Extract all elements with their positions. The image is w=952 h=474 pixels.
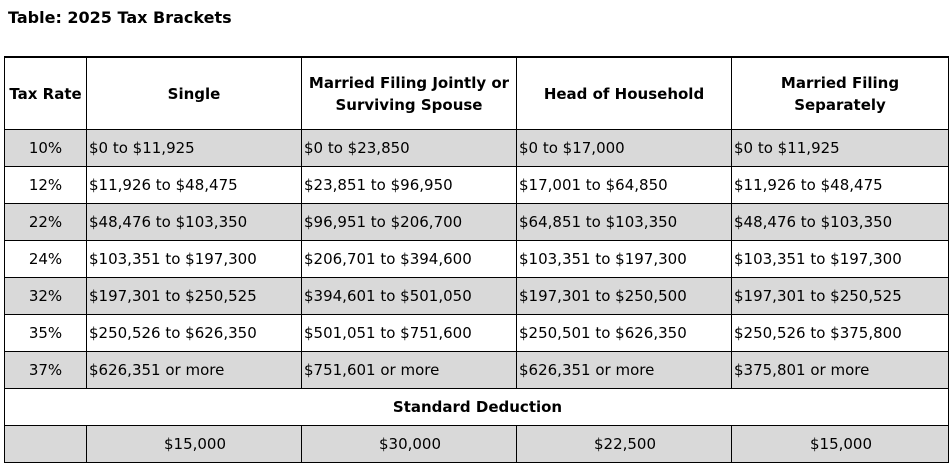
rate-cell: 24%: [5, 241, 87, 278]
joint-cell: $501,051 to $751,600: [302, 315, 517, 352]
standard-deduction-empty-cell: [5, 426, 87, 463]
separate-cell: $197,301 to $250,525: [732, 278, 949, 315]
hoh-cell: $0 to $17,000: [517, 130, 732, 167]
rate-cell: 32%: [5, 278, 87, 315]
standard-deduction-single: $15,000: [87, 426, 302, 463]
tax-brackets-table: [4, 56, 949, 463]
standard-deduction-separate: $15,000: [732, 426, 949, 463]
hoh-cell: $17,001 to $64,850: [517, 167, 732, 204]
table-row: [5, 315, 949, 352]
standard-deduction-values-row: [5, 426, 949, 463]
header-married-joint: Married Filing Jointly or Surviving Spouse: [302, 57, 517, 130]
joint-cell: $751,601 or more: [302, 352, 517, 389]
standard-deduction-hoh: $22,500: [517, 426, 732, 463]
single-cell: $0 to $11,925: [87, 130, 302, 167]
hoh-cell: $197,301 to $250,500: [517, 278, 732, 315]
rate-cell: 22%: [5, 204, 87, 241]
rate-cell: 10%: [5, 130, 87, 167]
separate-cell: $0 to $11,925: [732, 130, 949, 167]
standard-deduction-title-row: [5, 389, 949, 426]
separate-cell: $48,476 to $103,350: [732, 204, 949, 241]
single-cell: $197,301 to $250,525: [87, 278, 302, 315]
rate-cell: 35%: [5, 315, 87, 352]
table-row: [5, 278, 949, 315]
hoh-cell: $103,351 to $197,300: [517, 241, 732, 278]
table-header-row: [5, 57, 949, 130]
header-married-separate: Married Filing Separately: [732, 57, 949, 130]
joint-cell: $394,601 to $501,050: [302, 278, 517, 315]
standard-deduction-joint: $30,000: [302, 426, 517, 463]
single-cell: $250,526 to $626,350: [87, 315, 302, 352]
table-row: [5, 352, 949, 389]
rate-cell: 12%: [5, 167, 87, 204]
header-single: Single: [87, 57, 302, 130]
joint-cell: $206,701 to $394,600: [302, 241, 517, 278]
separate-cell: $250,526 to $375,800: [732, 315, 949, 352]
table-row: [5, 167, 949, 204]
joint-cell: $23,851 to $96,950: [302, 167, 517, 204]
hoh-cell: $250,501 to $626,350: [517, 315, 732, 352]
rate-cell: 37%: [5, 352, 87, 389]
single-cell: $11,926 to $48,475: [87, 167, 302, 204]
single-cell: $103,351 to $197,300: [87, 241, 302, 278]
separate-cell: $375,801 or more: [732, 352, 949, 389]
table-row: [5, 130, 949, 167]
table-row: [5, 241, 949, 278]
joint-cell: $96,951 to $206,700: [302, 204, 517, 241]
single-cell: $626,351 or more: [87, 352, 302, 389]
header-head-of-household: Head of Household: [517, 57, 732, 130]
header-tax-rate: Tax Rate: [5, 57, 87, 130]
standard-deduction-title: Standard Deduction: [5, 389, 949, 426]
hoh-cell: $626,351 or more: [517, 352, 732, 389]
joint-cell: $0 to $23,850: [302, 130, 517, 167]
hoh-cell: $64,851 to $103,350: [517, 204, 732, 241]
table-caption: Table: 2025 Tax Brackets: [8, 8, 232, 27]
separate-cell: $103,351 to $197,300: [732, 241, 949, 278]
separate-cell: $11,926 to $48,475: [732, 167, 949, 204]
single-cell: $48,476 to $103,350: [87, 204, 302, 241]
table-row: [5, 204, 949, 241]
